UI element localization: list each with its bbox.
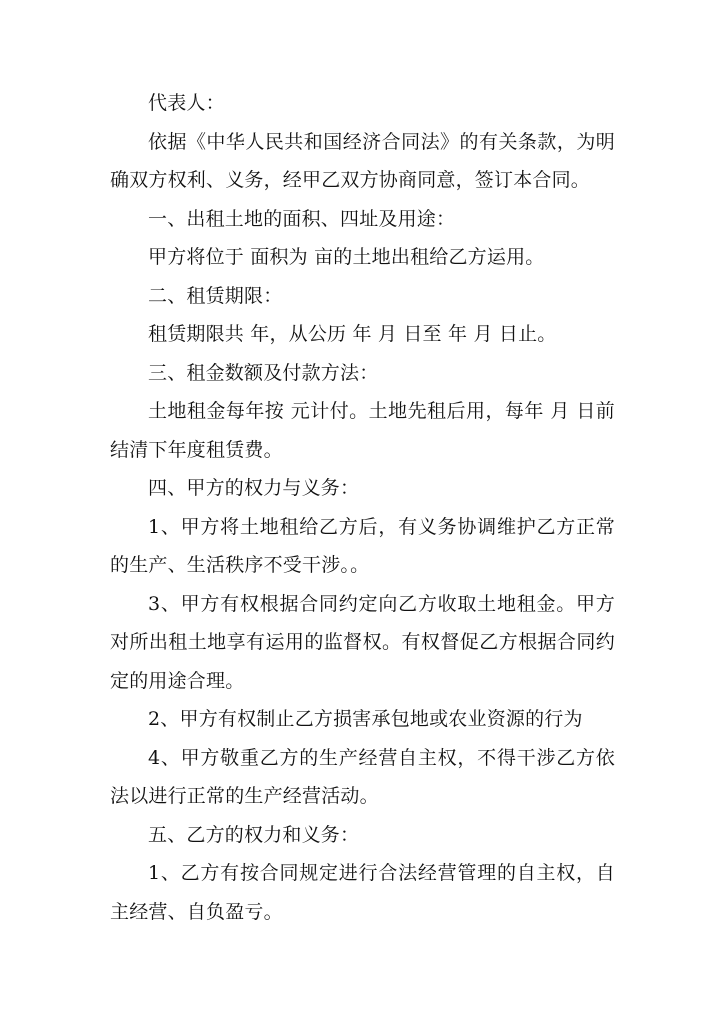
paragraph-representative: 代表人： bbox=[148, 92, 225, 114]
section-heading-rent: 三、租金数额及付款方法： bbox=[148, 361, 379, 384]
paragraph-party-a-2: 2、甲方有权制止乙方损害承包地或农业资源的行为 bbox=[148, 708, 583, 730]
section-heading-party-a: 四、甲方的权力与义务： bbox=[148, 477, 360, 499]
paragraph-party-a-3: 3、甲方有权根据合同约定向乙方收取土地租金。甲方对所出租土地享有运用的监督权。有权督促乙方根据合同约定的用途合理。 bbox=[110, 592, 615, 692]
paragraph-rent: 土地租金每年按 元计付。土地先租后用，每年 月 日前结清下年度租赁费。 bbox=[110, 400, 615, 461]
paragraph-party-b-1: 1、乙方有按合同规定进行合法经营管理的自主权，自主经营、自负盈亏。 bbox=[110, 862, 615, 923]
paragraph-party-a-4: 4、甲方敬重乙方的生产经营自主权，不得干涉乙方依法以进行正常的生产经营活动。 bbox=[110, 746, 615, 807]
paragraph-party-a-1: 1、甲方将土地租给乙方后，有义务协调维护乙方正常的生产、生活秩序不受干涉。。 bbox=[110, 515, 615, 576]
document-body bbox=[110, 84, 615, 931]
paragraph-land: 甲方将位于 面积为 亩的土地出租给乙方运用。 bbox=[148, 246, 545, 268]
section-heading-term: 二、租赁期限： bbox=[148, 284, 283, 307]
paragraph-term: 租赁期限共 年，从公历 年 月 日至 年 月 日止。 bbox=[148, 323, 557, 345]
section-heading-party-b: 五、乙方的权力和义务： bbox=[148, 823, 360, 846]
section-heading-land: 一、出租土地的面积、四址及用途： bbox=[148, 207, 456, 230]
paragraph-preamble: 依据《中华人民共和国经济合同法》的有关条款，为明确双方权利、义务，经甲乙双方协商同意，签订本合同。 bbox=[110, 130, 615, 191]
